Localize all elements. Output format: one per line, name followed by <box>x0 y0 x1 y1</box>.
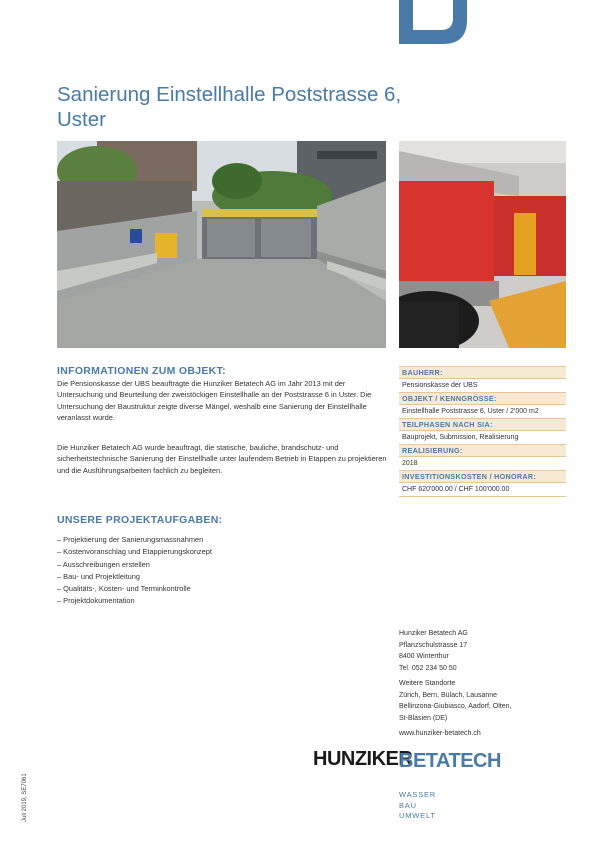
brand-mark-icon <box>399 0 467 44</box>
photo-garage-interior <box>399 141 566 348</box>
locations-line-2: Bellinzona-Giubiasco, Aadorf, Olten, <box>399 703 512 710</box>
title-line-2: Uster <box>57 108 106 131</box>
locations-line-3: St-Blasien (DE) <box>399 714 448 722</box>
objekt-value: Einstellhalle Poststrasse 6, Uster / 2'000 m2 <box>399 404 566 418</box>
document-date-code: Juli 2019, SE7061 <box>22 773 28 822</box>
bauherr-label: BAUHERR: <box>399 366 566 378</box>
page-title <box>57 82 457 132</box>
locations-title: Weitere Standorte <box>399 680 456 687</box>
phasen-value: Bauprojekt, Submission, Realisierung <box>399 430 566 444</box>
tagline <box>399 790 436 822</box>
info-heading: INFORMATIONEN ZUM OBJEKT: <box>57 365 226 377</box>
realisierung-label: REALISIERUNG: <box>399 444 566 456</box>
realisierung-value: 2018 <box>399 456 566 470</box>
objekt-label: OBJEKT / KENNGRÖSSE: <box>399 392 566 404</box>
kosten-label: INVESTITIONSKOSTEN / HONORAR: <box>399 470 566 482</box>
bauherr-value: Pensionskasse der UBS <box>399 378 566 392</box>
company-name: Hunziker Betatech AG <box>399 630 468 637</box>
website-link[interactable]: www.hunziker-betatech.ch <box>399 730 481 737</box>
task-item: – Kostenvoranschlag und Etappierungskonzept <box>57 547 212 557</box>
task-item: – Qualitäts-, Kosten- und Terminkontrolle <box>57 584 191 594</box>
tasks-heading: UNSERE PROJEKTAUFGABEN: <box>57 514 223 526</box>
title-line-1: Sanierung Einstellhalle Poststrasse 6, <box>57 83 402 106</box>
company-street: Pflanzschulstrasse 17 <box>399 641 468 649</box>
tagline-construction: BAU <box>399 800 417 810</box>
photo-garage-ramp <box>57 141 386 348</box>
locations-line-1: Zürich, Bern, Bülach, Lausanne <box>399 691 498 699</box>
tagline-water: WASSER <box>399 790 437 799</box>
task-item: – Projektdokumentation <box>57 596 135 606</box>
task-list <box>57 534 357 608</box>
task-item: – Ausschreibungen erstellen <box>57 559 150 569</box>
company-city: 8400 Winterthur <box>399 653 449 660</box>
logo-part-1: HUNZIKER <box>313 748 413 770</box>
task-item: – Bau- und Projektleitung <box>57 571 140 581</box>
phasen-label: TEILPHASEN NACH SIA: <box>399 418 566 430</box>
company-phone: Tel. 052 234 50 50 <box>399 664 457 672</box>
logo-part-2: BETATECH <box>399 750 501 771</box>
info-paragraph-2: Die Hunziker Betatech AG wurde beauftragt, die statische, bauliche, brandschutz- und sicherheitstechnische Sanierung der Einstellhalle unter laufendem Betrieb in Etappen zu projektieren und die Ausführungsarbeiten fachlich zu begleiten. <box>57 443 387 475</box>
info-paragraph-1: Die Pensionskasse der UBS beauftragte die Hunziker Betatech AG im Jahr 2013 mit der Untersuchung und Beurteilung der zweistöckigen Einstellhalle an der Poststrasse 6 in Uster. Die Untersuchung der Baustruktur zeigte diverse Mängel, weshalb eine Sanierung der Einstellhalle veranlasst wurde. <box>57 379 372 422</box>
contact-block <box>399 628 579 740</box>
tagline-environment: UMWELT <box>399 811 436 820</box>
project-facts-table <box>399 366 566 497</box>
company-logo <box>313 745 513 771</box>
task-item: – Projektierung der Sanierungsmassnahmen <box>57 535 204 544</box>
kosten-value: CHF 620'000.00 / CHF 100'000.00 <box>399 482 566 497</box>
